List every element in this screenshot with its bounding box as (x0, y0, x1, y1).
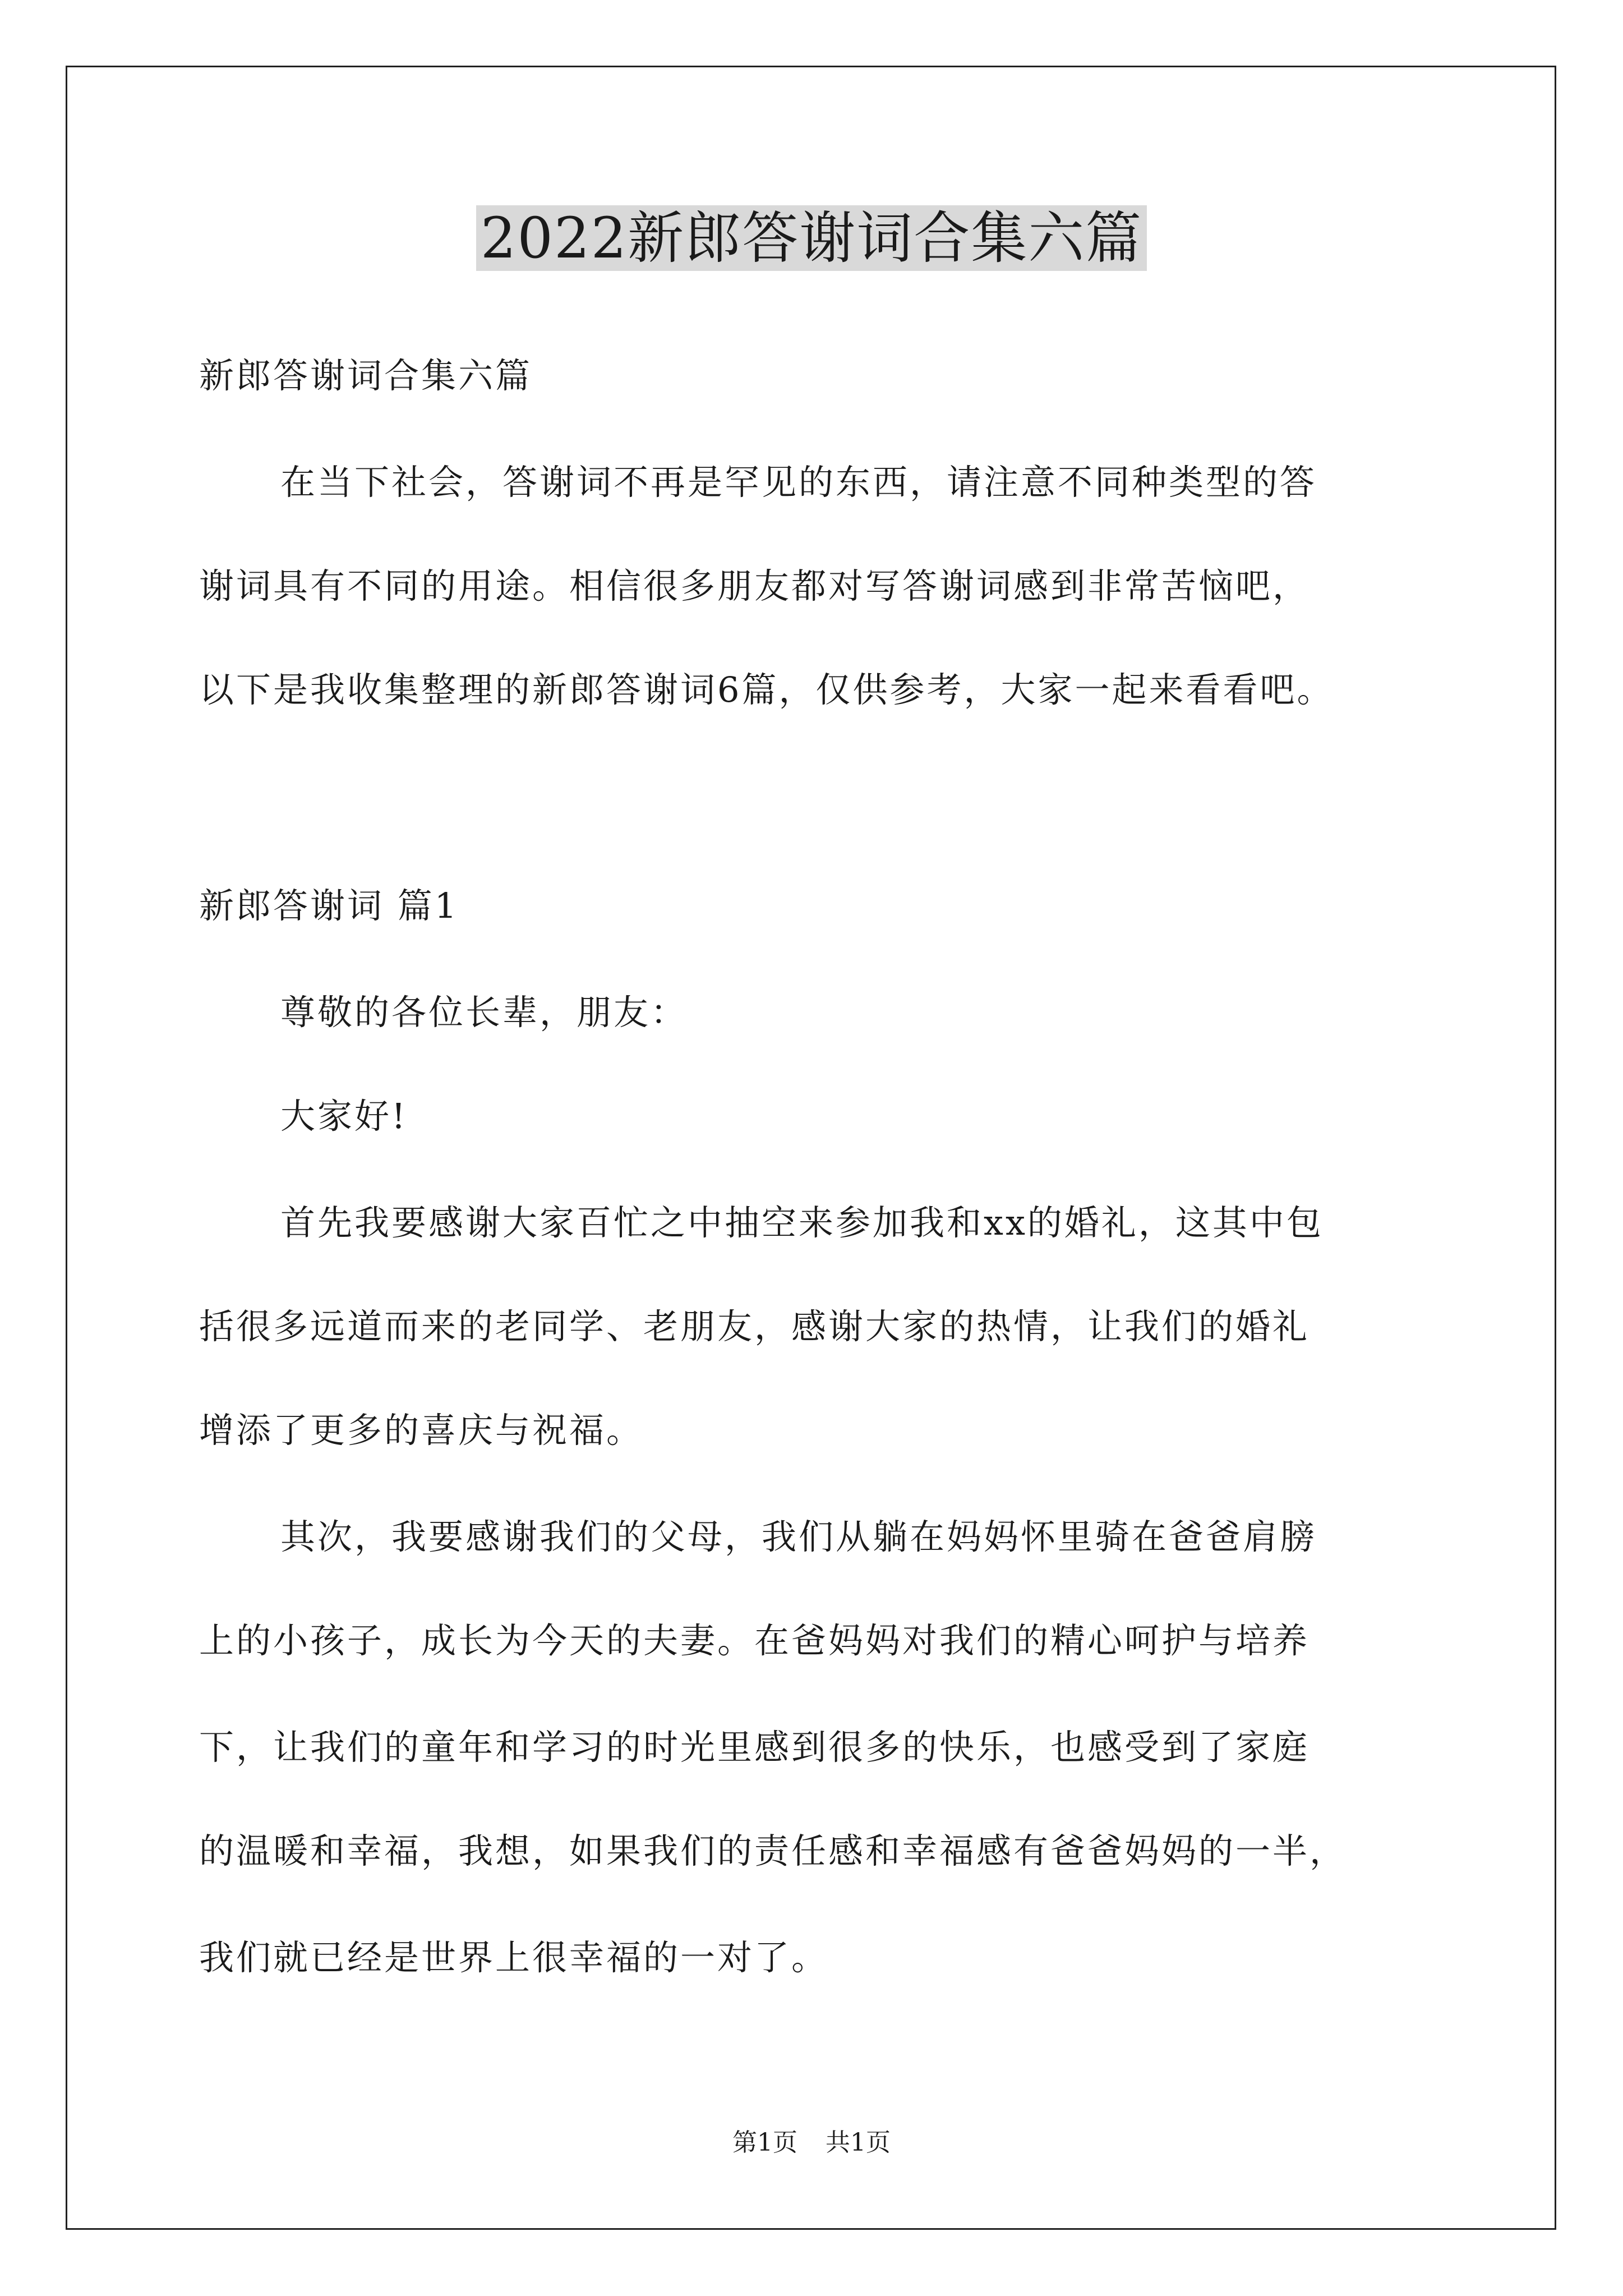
para2-line-5: 我们就已经是世界上很幸福的一对了。 (199, 1937, 829, 1978)
para1-line-2: 括很多远道而来的老同学、老朋友，感谢大家的热情，让我们的婚礼 (199, 1306, 1310, 1347)
page-total: 共1页 (826, 2128, 891, 2157)
intro-line-3: 以下是我收集整理的新郎答谢词6篇，仅供参考，大家一起来看看吧。 (199, 669, 1334, 710)
para2-line-2: 上的小孩子，成长为今天的夫妻。在爸妈妈对我们的精心呵护与培养 (199, 1620, 1310, 1661)
page-number: 第1页 (732, 2128, 797, 2157)
intro-line-1: 在当下社会，答谢词不再是罕见的东西，请注意不同种类型的答 (280, 462, 1317, 503)
document-title-text: 2022新郎答谢词合集六篇 (476, 205, 1147, 271)
para2-line-4: 的温暖和幸福，我想，如果我们的责任感和幸福感有爸爸妈妈的一半， (199, 1830, 1347, 1871)
para2-line-1: 其次，我要感谢我们的父母，我们从躺在妈妈怀里骑在爸爸肩膀 (280, 1516, 1317, 1557)
salutation: 尊敬的各位长辈，朋友： (280, 992, 688, 1033)
intro-line-2: 谢词具有不同的用途。相信很多朋友都对写答谢词感到非常苦恼吧， (199, 565, 1310, 606)
section-heading: 新郎答谢词 篇1 (199, 885, 459, 926)
page-footer (0, 2126, 1623, 2160)
para1-line-3: 增添了更多的喜庆与祝福。 (199, 1410, 644, 1451)
para1-line-1: 首先我要感谢大家百忙之中抽空来参加我和xx的婚礼，这其中包 (280, 1202, 1324, 1243)
document-title (0, 199, 1623, 278)
greeting: 大家好! (280, 1096, 408, 1137)
para2-line-3: 下，让我们的童年和学习的时光里感到很多的快乐，也感受到了家庭 (199, 1727, 1310, 1768)
document-subtitle: 新郎答谢词合集六篇 (199, 355, 533, 396)
